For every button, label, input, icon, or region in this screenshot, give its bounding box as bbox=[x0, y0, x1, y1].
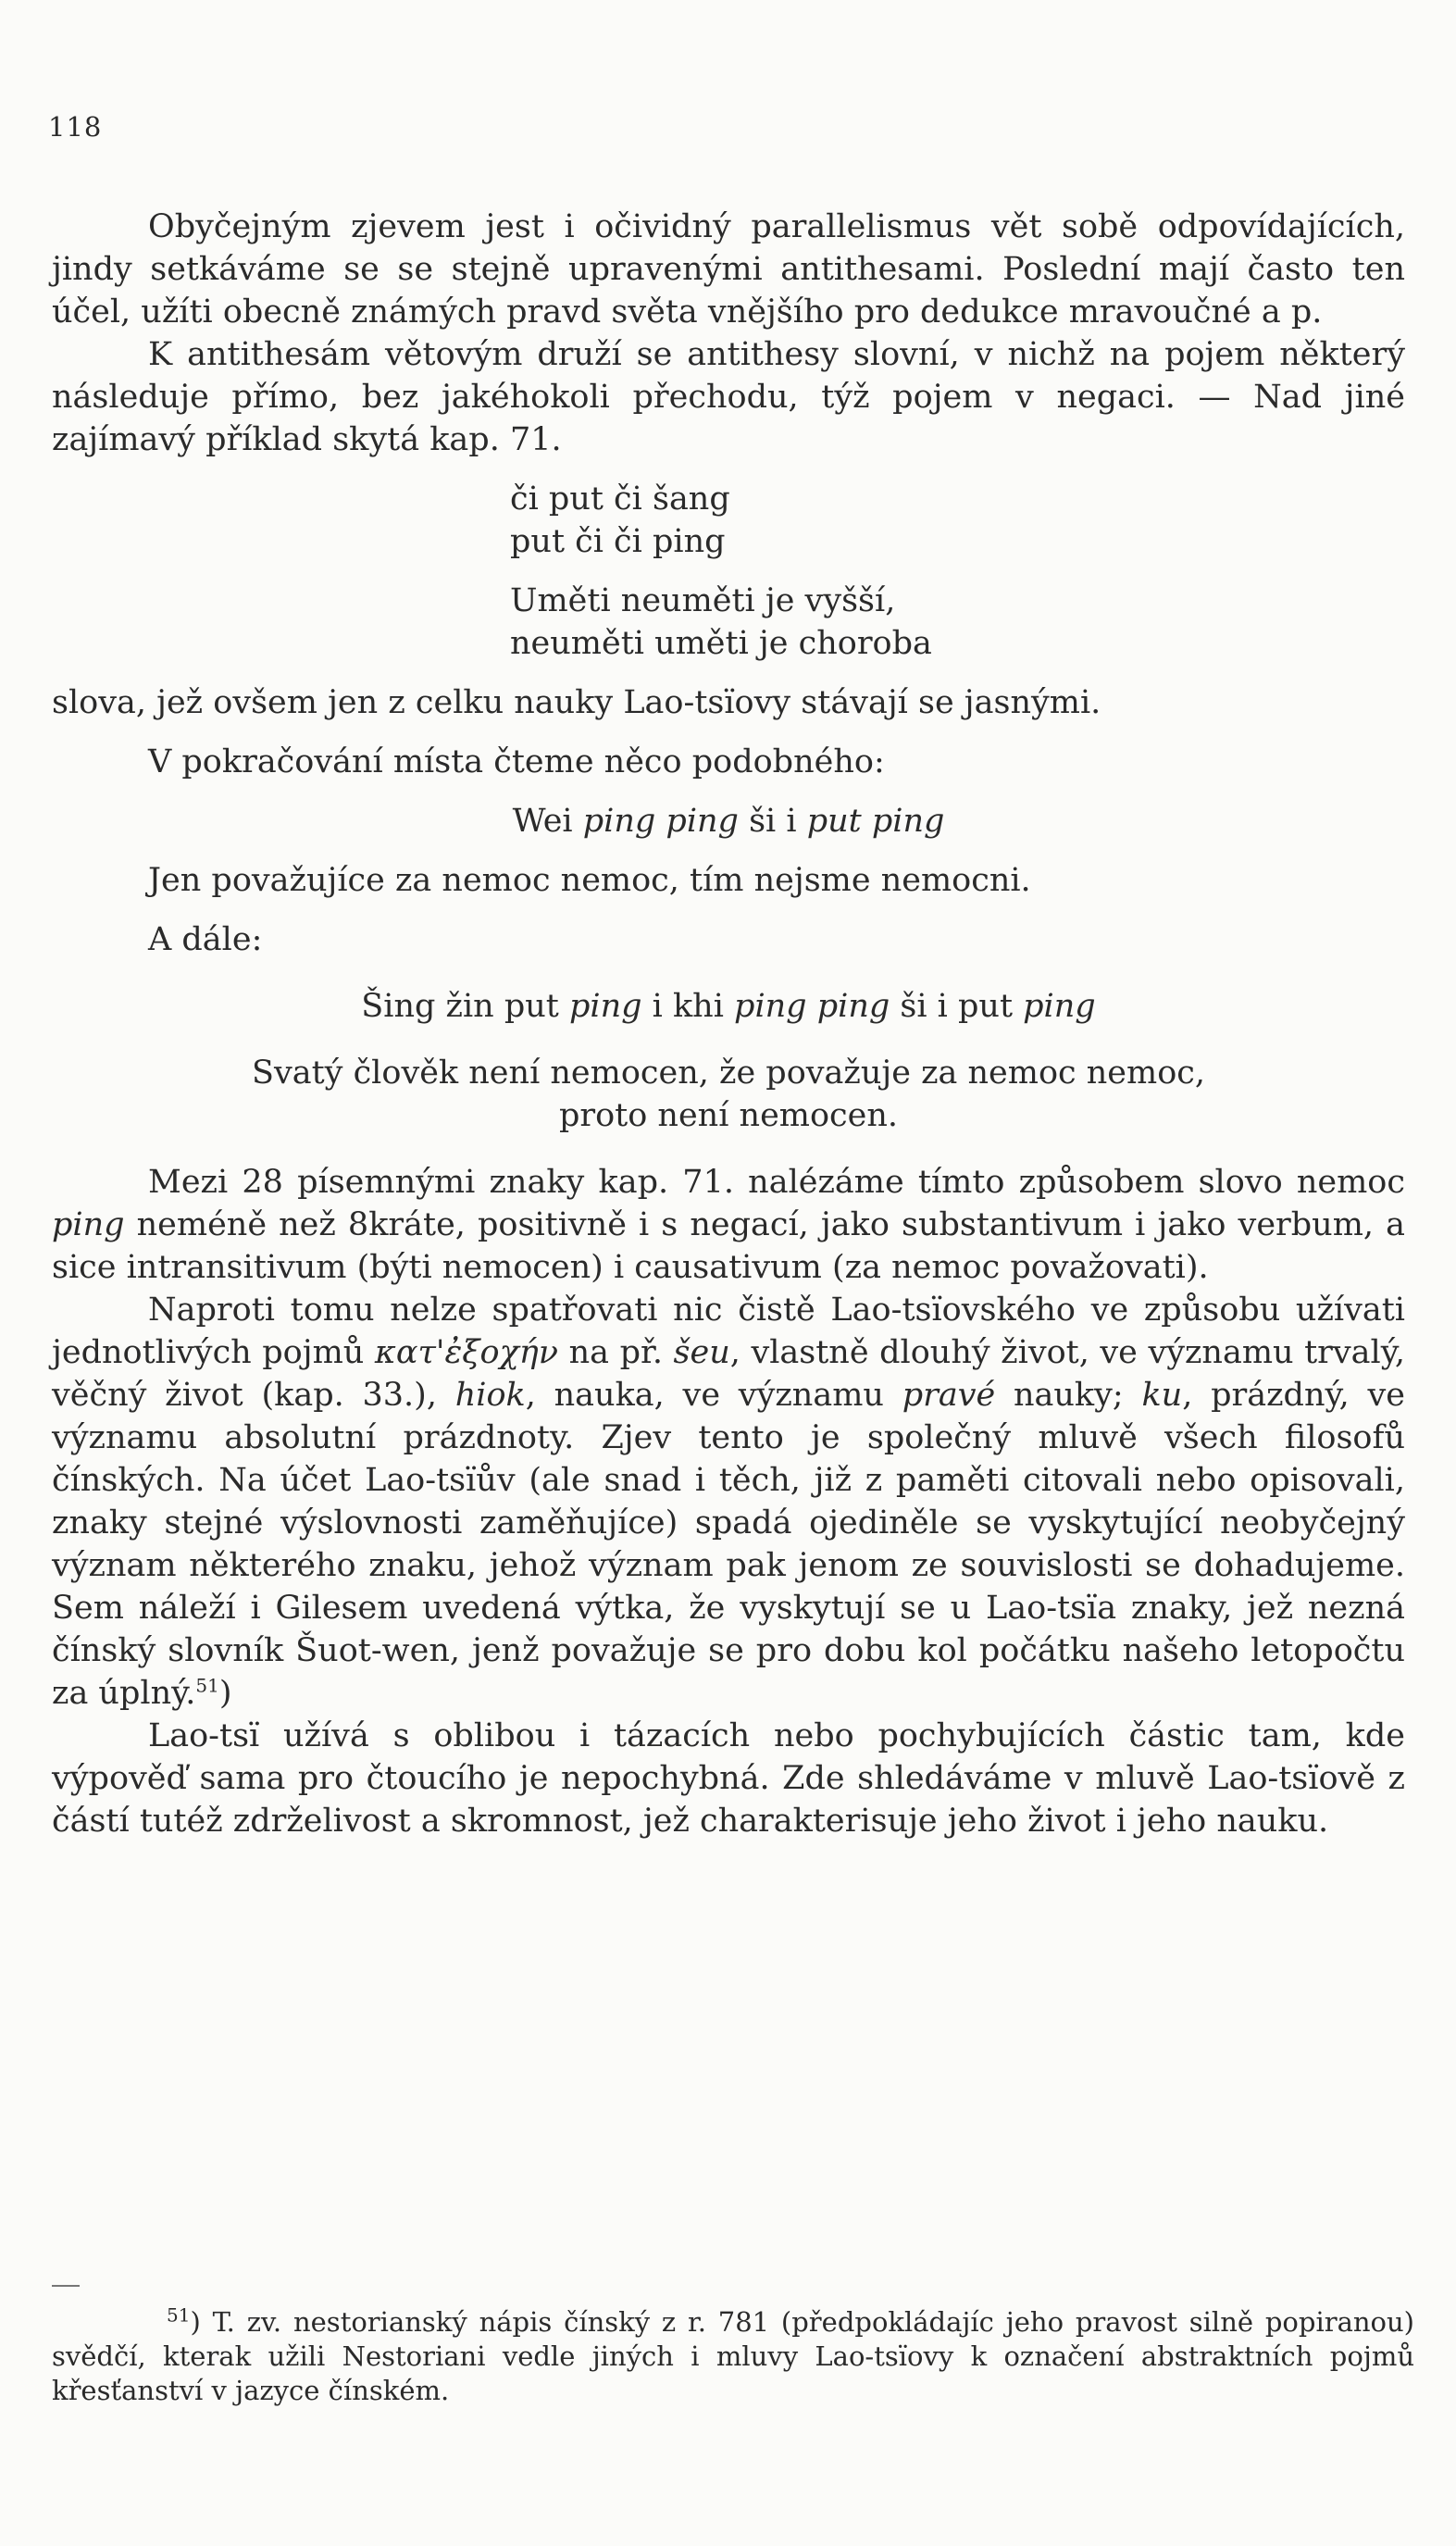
footnote bbox=[52, 2305, 1414, 2408]
chinese-quote-1: Wei ping ping ši i put ping bbox=[512, 803, 945, 840]
chinese-verse-line-1: či put či šang bbox=[510, 480, 730, 518]
chinese-verse-line-2: put či či ping bbox=[510, 523, 726, 560]
footnote-number: 51 bbox=[167, 2303, 191, 2327]
translation-verse-line-2: neuměti uměti je choroba bbox=[510, 625, 932, 662]
translation-quote-2-line-1: Svatý člověk není nemocen, že považuje za nemoc nemoc, bbox=[252, 1055, 1205, 1092]
translation-quote-1: Jen považujíce za nemoc nemoc, tím nejsme nemocni. bbox=[148, 862, 1031, 899]
page-number: 118 bbox=[48, 111, 103, 143]
paragraph-concepts: Naproti tomu nelze spatřovati nic čistě Lao-tsïovského ve způsobu užívati jednotlivých pojmů κατ'ἐξοχήν na př. šeu, vlastně dlouhý život, ve významu trvalý, věčný život (kap. 33.), hiok, nauka, ve významu pravé nauky; ku, prázdný, ve významu absolutní prázdnoty. Zjev tento je společný mluvě všech filosofů čínských. Na účet Lao-tsïův (ale snad i těch, již z paměti citovali nebo opisovali, znaky stejné výslovnosti zaměňujíce) spadá ojediněle se vyskytující neobyčejný význam některého znaku, jehož význam pak jenom ze souvislosti se dohadujeme. Sem náleží i Gilesem uvedená výtka, že vyskytují se u Lao-tsïa znaky, jež nezná čínský slovník Šuot-wen, jenž považuje se pro dobu kol počátku našeho letopočtu za úplný.$^{51}$) bbox=[52, 1292, 1405, 1712]
translation-quote-2-line-2: proto není nemocen. bbox=[558, 1097, 899, 1134]
paragraph-antithesis: K antithesám větovým druží se antithesy slovní, v nichž na pojem některý následuje přímo, bez jakéhokoli přechodu, týž pojem v negaci. — Nad jiné zajímavý příklad skytá kap. 71. bbox=[52, 336, 1405, 458]
footnote-reference: 51 bbox=[195, 1674, 219, 1697]
paragraph-continuation: V pokračování místa čteme něco podobného: bbox=[148, 743, 885, 780]
paragraph-a-dale: A dále: bbox=[148, 921, 263, 958]
footnote-divider bbox=[52, 2285, 80, 2287]
paragraph-particles: Lao-tsï užívá s oblibou i tázacích nebo pochybujících částic tam, kde výpověď sama pro čtoucího je nepochybná. Zde shledáváme v mluvě Lao-tsïově z částí tutéž zdrželivost a skromnost, jež charakterisuje jeho život i jeho nauku. bbox=[52, 1717, 1405, 1840]
main-text bbox=[52, 206, 1405, 1842]
footnote-text: ) T. zv. nestorianský nápis čínský z r. 781 (předpokládajíc jeho pravost silně popiranou) svědčí, kterak užili Nestoriani vedle jiných i mluvy Lao-tsïovy k označení abstraktních pojmů křesťanství v jazyce čínském. bbox=[52, 2306, 1414, 2406]
paragraph-parallelism: Obyčejným zjevem jest i očividný parallelismus vět sobě odpovídajících, jindy setkáváme se se stejně upravenými antithesami. Poslední mají často ten účel, užíti obecně známých pravd světa vnějšího pro dedukce mravoučné a p. bbox=[52, 208, 1405, 331]
paragraph-slova: slova, jež ovšem jen z celku nauky Lao-tsïovy stávají se jasnými. bbox=[52, 684, 1101, 721]
translation-verse-line-1: Uměti neuměti je vyšší, bbox=[510, 582, 896, 619]
chinese-quote-2: Šing žin put ping i khi ping ping ši i put ping bbox=[361, 988, 1096, 1025]
paragraph-ping-count: Mezi 28 písemnými znaky kap. 71. nalézáme tímto způsobem slovo nemoc ping neméně než 8kráte, positivně i s negací, jako substantivum i jako verbum, a sice intransitivum (býti nemocen) i causativum (za nemoc považovati). bbox=[52, 1164, 1405, 1286]
